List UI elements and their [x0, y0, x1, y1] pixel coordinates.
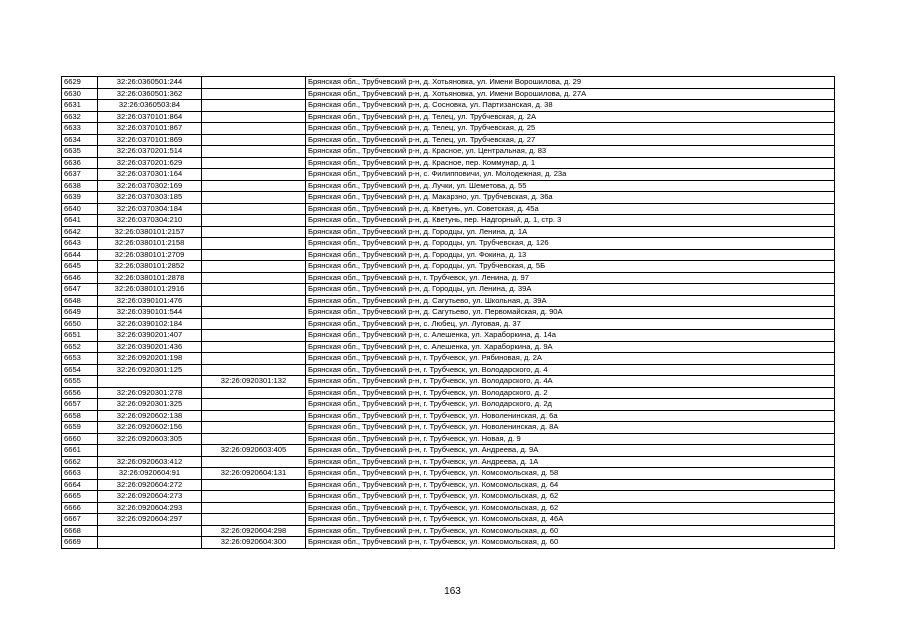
- cadastral-number-secondary-cell: [202, 364, 306, 376]
- table-row: [62, 169, 835, 181]
- row-number-cell: 6669: [62, 537, 98, 549]
- cadastral-number-cell: 32:26:0920301:325: [98, 399, 202, 411]
- address-cell: Брянская обл., Трубчевский р-н, г. Трубчевск, ул. Комсомольская, д. 58: [306, 468, 835, 480]
- cadastral-number-secondary-cell: [202, 226, 306, 238]
- address-cell: Брянская обл., Трубчевский р-н, с. Любец, ул. Луговая, д. 37: [306, 318, 835, 330]
- row-number-cell: 6653: [62, 353, 98, 365]
- row-number-cell: 6629: [62, 77, 98, 89]
- cadastral-number-secondary-cell: [202, 502, 306, 514]
- address-cell: Брянская обл., Трубчевский р-н, д. Кветунь, ул. Советская, д. 45а: [306, 203, 835, 215]
- cadastral-number-cell: 32:26:0390101:476: [98, 295, 202, 307]
- table-row: [62, 537, 835, 549]
- address-cell: Брянская обл., Трубчевский р-н, д. Хотьяновка, ул. Имени Ворошилова, д. 29: [306, 77, 835, 89]
- table-row: [62, 479, 835, 491]
- address-cell: Брянская обл., Трубчевский р-н, г. Трубчевск, ул. Ленина, д. 97: [306, 272, 835, 284]
- table-row: [62, 100, 835, 112]
- cadastral-number-secondary-cell: [202, 249, 306, 261]
- address-cell: Брянская обл., Трубчевский р-н, д. Городцы, ул. Фокина, д. 13: [306, 249, 835, 261]
- cadastral-number-cell: 32:26:0390201:407: [98, 330, 202, 342]
- property-table-body: [62, 77, 835, 549]
- row-number-cell: 6641: [62, 215, 98, 227]
- cadastral-number-cell: 32:26:0380101:2158: [98, 238, 202, 250]
- cadastral-number-secondary-cell: [202, 479, 306, 491]
- address-cell: Брянская обл., Трубчевский р-н, с. Филипповичи, ул. Молодежная, д. 23а: [306, 169, 835, 181]
- table-row: [62, 192, 835, 204]
- cadastral-number-secondary-cell: [202, 491, 306, 503]
- address-cell: Брянская обл., Трубчевский р-н, д. Телец, ул. Трубчевская, д. 2А: [306, 111, 835, 123]
- cadastral-number-cell: 32:26:0920603:305: [98, 433, 202, 445]
- row-number-cell: 6633: [62, 123, 98, 135]
- cadastral-number-secondary-cell: [202, 88, 306, 100]
- cadastral-number-cell: 32:26:0920604:272: [98, 479, 202, 491]
- address-cell: Брянская обл., Трубчевский р-н, д. Городцы, ул. Ленина, д. 1А: [306, 226, 835, 238]
- address-cell: Брянская обл., Трубчевский р-н, д. Телец, ул. Трубчевская, д. 25: [306, 123, 835, 135]
- row-number-cell: 6650: [62, 318, 98, 330]
- cadastral-number-secondary-cell: [202, 272, 306, 284]
- address-cell: Брянская обл., Трубчевский р-н, г. Трубчевск, ул. Комсомольская, д. 62: [306, 502, 835, 514]
- table-row: [62, 123, 835, 135]
- cadastral-number-cell: 32:26:0380101:2709: [98, 249, 202, 261]
- row-number-cell: 6632: [62, 111, 98, 123]
- table-row: [62, 307, 835, 319]
- address-cell: Брянская обл., Трубчевский р-н, д. Лучки, ул. Шеметова, д. 55: [306, 180, 835, 192]
- table-row: [62, 272, 835, 284]
- cadastral-number-secondary-cell: [202, 180, 306, 192]
- cadastral-number-secondary-cell: [202, 307, 306, 319]
- row-number-cell: 6635: [62, 146, 98, 158]
- row-number-cell: 6646: [62, 272, 98, 284]
- cadastral-number-cell: 32:26:0920604:297: [98, 514, 202, 526]
- table-row: [62, 261, 835, 273]
- address-cell: Брянская обл., Трубчевский р-н, г. Трубчевск, ул. Комсомольская, д. 64: [306, 479, 835, 491]
- cadastral-number-secondary-cell: [202, 422, 306, 434]
- address-cell: Брянская обл., Трубчевский р-н, г. Трубчевск, ул. Володарского, д. 4: [306, 364, 835, 376]
- table-row: [62, 341, 835, 353]
- row-number-cell: 6655: [62, 376, 98, 388]
- table-row: [62, 330, 835, 342]
- cadastral-number-cell: 32:26:0370101:869: [98, 134, 202, 146]
- table-row: [62, 134, 835, 146]
- cadastral-number-secondary-cell: [202, 330, 306, 342]
- cadastral-number-secondary-cell: 32:26:0920604:131: [202, 468, 306, 480]
- address-cell: Брянская обл., Трубчевский р-н, д. Красное, пер. Коммунар, д. 1: [306, 157, 835, 169]
- row-number-cell: 6654: [62, 364, 98, 376]
- address-cell: Брянская обл., Трубчевский р-н, д. Городцы, ул. Ленина, д. 39А: [306, 284, 835, 296]
- cadastral-number-secondary-cell: [202, 433, 306, 445]
- cadastral-number-secondary-cell: [202, 203, 306, 215]
- cadastral-number-cell: 32:26:0390101:544: [98, 307, 202, 319]
- cadastral-number-secondary-cell: 32:26:0920603:405: [202, 445, 306, 457]
- row-number-cell: 6664: [62, 479, 98, 491]
- cadastral-number-cell: 32:26:0380101:2157: [98, 226, 202, 238]
- cadastral-number-secondary-cell: 32:26:0920604:298: [202, 525, 306, 537]
- table-row: [62, 318, 835, 330]
- table-row: [62, 88, 835, 100]
- cadastral-number-secondary-cell: [202, 456, 306, 468]
- cadastral-number-secondary-cell: [202, 353, 306, 365]
- cadastral-number-secondary-cell: [202, 123, 306, 135]
- row-number-cell: 6639: [62, 192, 98, 204]
- cadastral-number-secondary-cell: [202, 157, 306, 169]
- address-cell: Брянская обл., Трубчевский р-н, с. Алешенка, ул. Хараборкина, д. 14а: [306, 330, 835, 342]
- cadastral-number-secondary-cell: 32:26:0920301:132: [202, 376, 306, 388]
- table-row: [62, 456, 835, 468]
- row-number-cell: 6665: [62, 491, 98, 503]
- row-number-cell: 6645: [62, 261, 98, 273]
- address-cell: Брянская обл., Трубчевский р-н, г. Трубчевск, ул. Андреева, д. 1А: [306, 456, 835, 468]
- cadastral-number-secondary-cell: [202, 100, 306, 112]
- address-cell: Брянская обл., Трубчевский р-н, г. Трубчевск, ул. Рябиновая, д. 2А: [306, 353, 835, 365]
- cadastral-number-secondary-cell: [202, 514, 306, 526]
- table-row: [62, 433, 835, 445]
- cadastral-number-secondary-cell: [202, 410, 306, 422]
- row-number-cell: 6659: [62, 422, 98, 434]
- row-number-cell: 6666: [62, 502, 98, 514]
- address-cell: Брянская обл., Трубчевский р-н, г. Трубчевск, ул. Володарского, д. 2д: [306, 399, 835, 411]
- table-row: [62, 353, 835, 365]
- cadastral-number-cell: 32:26:0380101:2878: [98, 272, 202, 284]
- address-cell: Брянская обл., Трубчевский р-н, д. Сагутьево, ул. Первомайская, д. 90А: [306, 307, 835, 319]
- table-row: [62, 468, 835, 480]
- row-number-cell: 6631: [62, 100, 98, 112]
- row-number-cell: 6648: [62, 295, 98, 307]
- cadastral-number-secondary-cell: [202, 111, 306, 123]
- cadastral-number-cell: 32:26:0370101:864: [98, 111, 202, 123]
- cadastral-number-cell: 32:26:0370303:185: [98, 192, 202, 204]
- cadastral-number-cell: [98, 525, 202, 537]
- cadastral-number-cell: 32:26:0370302:169: [98, 180, 202, 192]
- cadastral-number-secondary-cell: [202, 215, 306, 227]
- address-cell: Брянская обл., Трубчевский р-н, д. Городцы, ул. Трубчевская, д. 126: [306, 238, 835, 250]
- table-row: [62, 157, 835, 169]
- row-number-cell: 6644: [62, 249, 98, 261]
- address-cell: Брянская обл., Трубчевский р-н, г. Трубчевск, ул. Комсомольская, д. 62: [306, 491, 835, 503]
- table-row: [62, 203, 835, 215]
- table-row: [62, 77, 835, 89]
- table-row: [62, 525, 835, 537]
- address-cell: Брянская обл., Трубчевский р-н, д. Сагутьево, ул. Школьная, д. 39А: [306, 295, 835, 307]
- cadastral-number-cell: 32:26:0370301:164: [98, 169, 202, 181]
- cadastral-number-secondary-cell: [202, 295, 306, 307]
- address-cell: Брянская обл., Трубчевский р-н, д. Кветунь, пер. Надгорный, д. 1, стр. 3: [306, 215, 835, 227]
- address-cell: Брянская обл., Трубчевский р-н, г. Трубчевск, ул. Андреева, д. 9А: [306, 445, 835, 457]
- page-number: 163: [444, 586, 461, 597]
- address-cell: Брянская обл., Трубчевский р-н, г. Трубчевск, ул. Комсомольская, д. 60: [306, 525, 835, 537]
- address-cell: Брянская обл., Трубчевский р-н, г. Трубчевск, ул. Новоленинская, д. 8А: [306, 422, 835, 434]
- row-number-cell: 6634: [62, 134, 98, 146]
- cadastral-number-secondary-cell: 32:26:0920604:300: [202, 537, 306, 549]
- cadastral-number-cell: [98, 376, 202, 388]
- address-cell: Брянская обл., Трубчевский р-н, г. Трубчевск, ул. Новоленинская, д. 6а: [306, 410, 835, 422]
- table-row: [62, 410, 835, 422]
- row-number-cell: 6658: [62, 410, 98, 422]
- table-row: [62, 238, 835, 250]
- cadastral-number-secondary-cell: [202, 341, 306, 353]
- row-number-cell: 6640: [62, 203, 98, 215]
- row-number-cell: 6649: [62, 307, 98, 319]
- cadastral-number-secondary-cell: [202, 399, 306, 411]
- table-row: [62, 364, 835, 376]
- table-row: [62, 491, 835, 503]
- table-row: [62, 226, 835, 238]
- address-cell: Брянская обл., Трубчевский р-н, д. Городцы, ул. Трубчевская, д. 5Б: [306, 261, 835, 273]
- cadastral-number-cell: 32:26:0370304:184: [98, 203, 202, 215]
- table-row: [62, 215, 835, 227]
- row-number-cell: 6643: [62, 238, 98, 250]
- cadastral-number-cell: 32:26:0360501:244: [98, 77, 202, 89]
- cadastral-number-cell: 32:26:0370101:867: [98, 123, 202, 135]
- cadastral-number-secondary-cell: [202, 77, 306, 89]
- cadastral-number-cell: 32:26:0390201:436: [98, 341, 202, 353]
- cadastral-number-cell: 32:26:0370201:629: [98, 157, 202, 169]
- cadastral-number-cell: [98, 445, 202, 457]
- table-row: [62, 422, 835, 434]
- address-cell: Брянская обл., Трубчевский р-н, г. Трубчевск, ул. Володарского, д. 2: [306, 387, 835, 399]
- table-row: [62, 445, 835, 457]
- row-number-cell: 6662: [62, 456, 98, 468]
- row-number-cell: 6637: [62, 169, 98, 181]
- address-cell: Брянская обл., Трубчевский р-н, г. Трубчевск, ул. Комсомольская, д. 60: [306, 537, 835, 549]
- cadastral-number-cell: 32:26:0920604:91: [98, 468, 202, 480]
- address-cell: Брянская обл., Трубчевский р-н, д. Телец, ул. Трубчевская, д. 27: [306, 134, 835, 146]
- cadastral-number-cell: 32:26:0920604:293: [98, 502, 202, 514]
- cadastral-number-cell: 32:26:0380101:2852: [98, 261, 202, 273]
- table-row: [62, 376, 835, 388]
- row-number-cell: 6642: [62, 226, 98, 238]
- cadastral-number-cell: 32:26:0380101:2916: [98, 284, 202, 296]
- address-cell: Брянская обл., Трубчевский р-н, д. Макарзно, ул. Трубчевская, д. 36а: [306, 192, 835, 204]
- row-number-cell: 6656: [62, 387, 98, 399]
- table-row: [62, 514, 835, 526]
- table-row: [62, 111, 835, 123]
- cadastral-number-cell: 32:26:0920604:273: [98, 491, 202, 503]
- cadastral-number-cell: 32:26:0390102:184: [98, 318, 202, 330]
- cadastral-number-secondary-cell: [202, 169, 306, 181]
- address-cell: Брянская обл., Трубчевский р-н, д. Красное, ул. Центральная, д. 83: [306, 146, 835, 158]
- cadastral-number-secondary-cell: [202, 238, 306, 250]
- cadastral-number-cell: 32:26:0920602:156: [98, 422, 202, 434]
- cadastral-number-secondary-cell: [202, 192, 306, 204]
- table-row: [62, 284, 835, 296]
- cadastral-number-cell: 32:26:0370201:514: [98, 146, 202, 158]
- cadastral-number-cell: [98, 537, 202, 549]
- table-row: [62, 502, 835, 514]
- cadastral-number-secondary-cell: [202, 318, 306, 330]
- row-number-cell: 6660: [62, 433, 98, 445]
- cadastral-number-cell: 32:26:0360501:362: [98, 88, 202, 100]
- row-number-cell: 6652: [62, 341, 98, 353]
- row-number-cell: 6667: [62, 514, 98, 526]
- cadastral-number-cell: 32:26:0920603:412: [98, 456, 202, 468]
- row-number-cell: 6661: [62, 445, 98, 457]
- row-number-cell: 6663: [62, 468, 98, 480]
- row-number-cell: 6647: [62, 284, 98, 296]
- cadastral-number-cell: 32:26:0370304:210: [98, 215, 202, 227]
- cadastral-number-secondary-cell: [202, 387, 306, 399]
- cadastral-number-cell: 32:26:0920301:125: [98, 364, 202, 376]
- address-cell: Брянская обл., Трубчевский р-н, д. Сосновка, ул. Партизанская, д. 38: [306, 100, 835, 112]
- cadastral-number-cell: 32:26:0920301:278: [98, 387, 202, 399]
- address-cell: Брянская обл., Трубчевский р-н, с. Алешенка, ул. Хараборкина, д. 9А: [306, 341, 835, 353]
- table-row: [62, 180, 835, 192]
- row-number-cell: 6651: [62, 330, 98, 342]
- row-number-cell: 6636: [62, 157, 98, 169]
- property-table: [61, 76, 835, 549]
- address-cell: Брянская обл., Трубчевский р-н, г. Трубчевск, ул. Новая, д. 9: [306, 433, 835, 445]
- table-row: [62, 387, 835, 399]
- row-number-cell: 6638: [62, 180, 98, 192]
- address-cell: Брянская обл., Трубчевский р-н, г. Трубчевск, ул. Володарского, д. 4А: [306, 376, 835, 388]
- address-cell: Брянская обл., Трубчевский р-н, г. Трубчевск, ул. Комсомольская, д. 46А: [306, 514, 835, 526]
- cadastral-number-cell: 32:26:0360503:84: [98, 100, 202, 112]
- table-row: [62, 399, 835, 411]
- row-number-cell: 6630: [62, 88, 98, 100]
- row-number-cell: 6668: [62, 525, 98, 537]
- cadastral-number-cell: 32:26:0920201:198: [98, 353, 202, 365]
- table-row: [62, 249, 835, 261]
- cadastral-number-secondary-cell: [202, 146, 306, 158]
- cadastral-number-secondary-cell: [202, 134, 306, 146]
- cadastral-number-cell: 32:26:0920602:138: [98, 410, 202, 422]
- cadastral-number-secondary-cell: [202, 261, 306, 273]
- cadastral-number-secondary-cell: [202, 284, 306, 296]
- row-number-cell: 6657: [62, 399, 98, 411]
- address-cell: Брянская обл., Трубчевский р-н, д. Хотьяновка, ул. Имени Ворошилова, д. 27А: [306, 88, 835, 100]
- table-row: [62, 146, 835, 158]
- table-row: [62, 295, 835, 307]
